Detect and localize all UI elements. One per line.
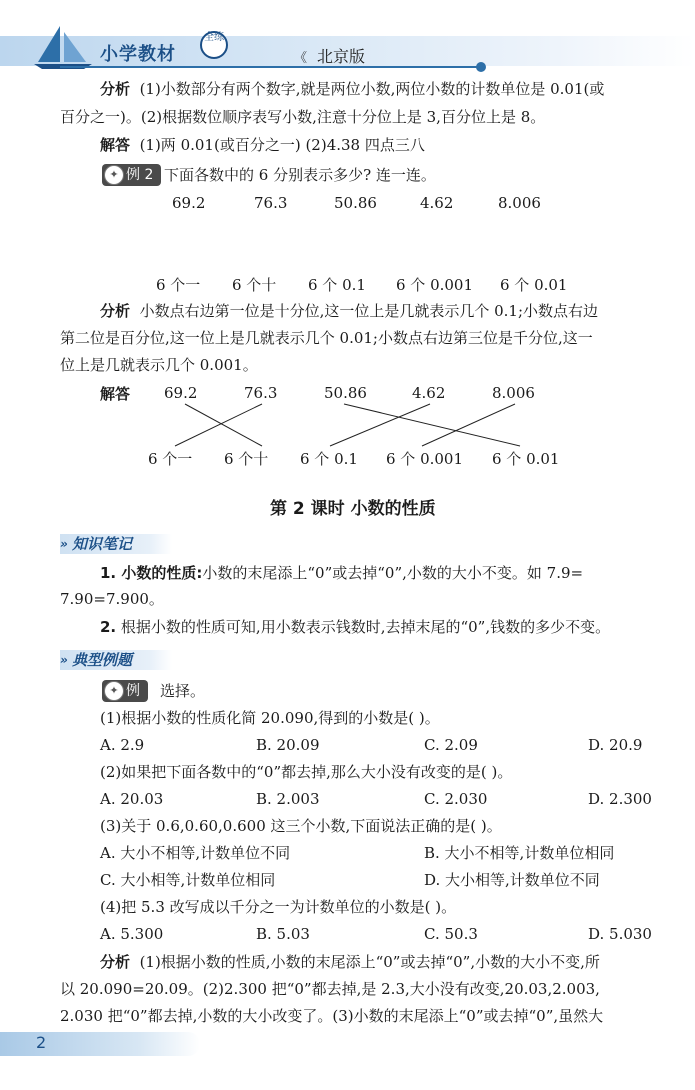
answer-2-unit-1: 6 个一: [148, 450, 193, 468]
question-4-option-a: A. 5.300: [100, 925, 164, 943]
match-line-4.62: [330, 404, 430, 446]
book-title: 小学教材: [100, 44, 176, 65]
example-2-prompt: 下面各数中的 6 分别表示多少? 连一连。: [164, 166, 436, 184]
example-2-badge: ✦ 例 2: [102, 164, 161, 186]
match-line-50.86: [344, 404, 520, 446]
question-3-option-c: C. 大小相等,计数单位相同: [100, 871, 276, 889]
page-number: 2: [36, 1033, 47, 1052]
example-2-number-2: 76.3: [254, 194, 288, 212]
question-2-option-d: D. 2.300: [588, 790, 652, 808]
answer-2-number-4: 4.62: [412, 384, 446, 402]
example-intro: 选择。: [160, 682, 206, 700]
answer-2-number-5: 8.006: [492, 384, 535, 402]
edition-label: 《 北京版: [294, 47, 366, 66]
example-badge: ✦ 例: [102, 680, 148, 702]
lightbulb-icon: ✦: [104, 681, 124, 701]
answer-2-label: 解答: [100, 385, 131, 403]
answer-2-unit-3: 6 个 0.1: [300, 450, 358, 468]
section-typical-examples: » 典型例题: [60, 650, 172, 670]
question-2-option-c: C. 2.030: [424, 790, 488, 808]
question-4-option-c: C. 50.3: [424, 925, 478, 943]
book-title-badge: 全练: [200, 31, 228, 59]
question-1: (1)根据小数的性质化简 20.090,得到的小数是( )。: [100, 709, 440, 727]
match-line-69.2: [185, 404, 262, 446]
match-line-8.006: [422, 404, 515, 446]
lesson-title: 第 2 课时 小数的性质: [270, 499, 436, 519]
example-2-number-5: 8.006: [498, 194, 541, 212]
question-2-option-a: A. 20.03: [100, 790, 164, 808]
answer-2-number-1: 69.2: [164, 384, 198, 402]
section-knowledge-notes: » 知识笔记: [60, 534, 172, 554]
example-2-number-4: 4.62: [420, 194, 454, 212]
analysis-2-line3: 位上是几就表示几个 0.001。: [60, 356, 258, 374]
example-2-number-1: 69.2: [172, 194, 206, 212]
question-1-option-c: C. 2.09: [424, 736, 478, 754]
answer-2-number-3: 50.86: [324, 384, 367, 402]
match-line-76.3: [175, 404, 262, 446]
question-2-option-b: B. 2.003: [256, 790, 320, 808]
question-1-option-d: D. 20.9: [588, 736, 643, 754]
example-2-number-3: 50.86: [334, 194, 377, 212]
analysis-2-line1: 分析 小数点右边第一位是十分位,这一位上是几就表示几个 0.1;小数点右边: [100, 302, 599, 320]
analysis-2-line2: 第二位是百分位,这一位上是几就表示几个 0.01;小数点右边第三位是千分位,这一: [60, 329, 593, 347]
example-2-unit-5: 6 个 0.01: [500, 276, 568, 294]
question-3: (3)关于 0.6,0.60,0.600 这三个小数,下面说法正确的是( )。: [100, 817, 502, 835]
answer-1: 解答 (1)两 0.01(或百分之一) (2)4.38 四点三八: [100, 136, 425, 154]
analysis-1-line2: 百分之一)。(2)根据数位顺序表写小数,注意十分位上是 3,百分位上是 8。: [60, 108, 546, 126]
question-4: (4)把 5.3 改写成以千分之一为计数单位的小数是( )。: [100, 898, 457, 916]
answer-2-unit-5: 6 个 0.01: [492, 450, 560, 468]
question-4-option-d: D. 5.030: [588, 925, 652, 943]
lightbulb-icon: ✦: [104, 165, 124, 185]
note-2: 2. 根据小数的性质可知,用小数表示钱数时,去掉末尾的“0”,钱数的多少不变。: [100, 618, 611, 636]
question-2: (2)如果把下面各数中的“0”都去掉,那么大小没有改变的是( )。: [100, 763, 513, 781]
answer-2-unit-2: 6 个十: [224, 450, 269, 468]
example-2-unit-2: 6 个十: [232, 276, 277, 294]
question-1-option-a: A. 2.9: [100, 736, 145, 754]
question-3-option-b: B. 大小不相等,计数单位相同: [424, 844, 615, 862]
analysis-1-line1: 分析 (1)小数部分有两个数字,就是两位小数,两位小数的计数单位是 0.01(或: [100, 80, 605, 98]
analysis-3-line3: 2.030 把“0”都去掉,小数的大小改变了。(3)小数的末尾添上“0”或去掉“0”,虽然大: [60, 1007, 604, 1025]
example-2-unit-3: 6 个 0.1: [308, 276, 366, 294]
question-3-option-a: A. 大小不相等,计数单位不同: [100, 844, 291, 862]
question-4-option-b: B. 5.03: [256, 925, 310, 943]
analysis-3-line2: 以 20.090=20.09。(2)2.300 把“0”都去掉,是 2.3,大小没有改变,20.03,2.003,: [60, 980, 600, 998]
note-1-line2: 7.90=7.900。: [60, 590, 164, 608]
question-3-option-d: D. 大小相等,计数单位不同: [424, 871, 600, 889]
question-1-option-b: B. 20.09: [256, 736, 320, 754]
example-2-unit-4: 6 个 0.001: [396, 276, 474, 294]
example-2-unit-1: 6 个一: [156, 276, 201, 294]
note-1-line1: 1. 小数的性质:小数的末尾添上“0”或去掉“0”,小数的大小不变。如 7.9=: [100, 564, 584, 582]
answer-2-number-2: 76.3: [244, 384, 278, 402]
analysis-3-line1: 分析 (1)根据小数的性质,小数的末尾添上“0”或去掉“0”,小数的大小不变,所: [100, 953, 600, 971]
answer-2-unit-4: 6 个 0.001: [386, 450, 464, 468]
footer-band: [0, 1032, 200, 1056]
